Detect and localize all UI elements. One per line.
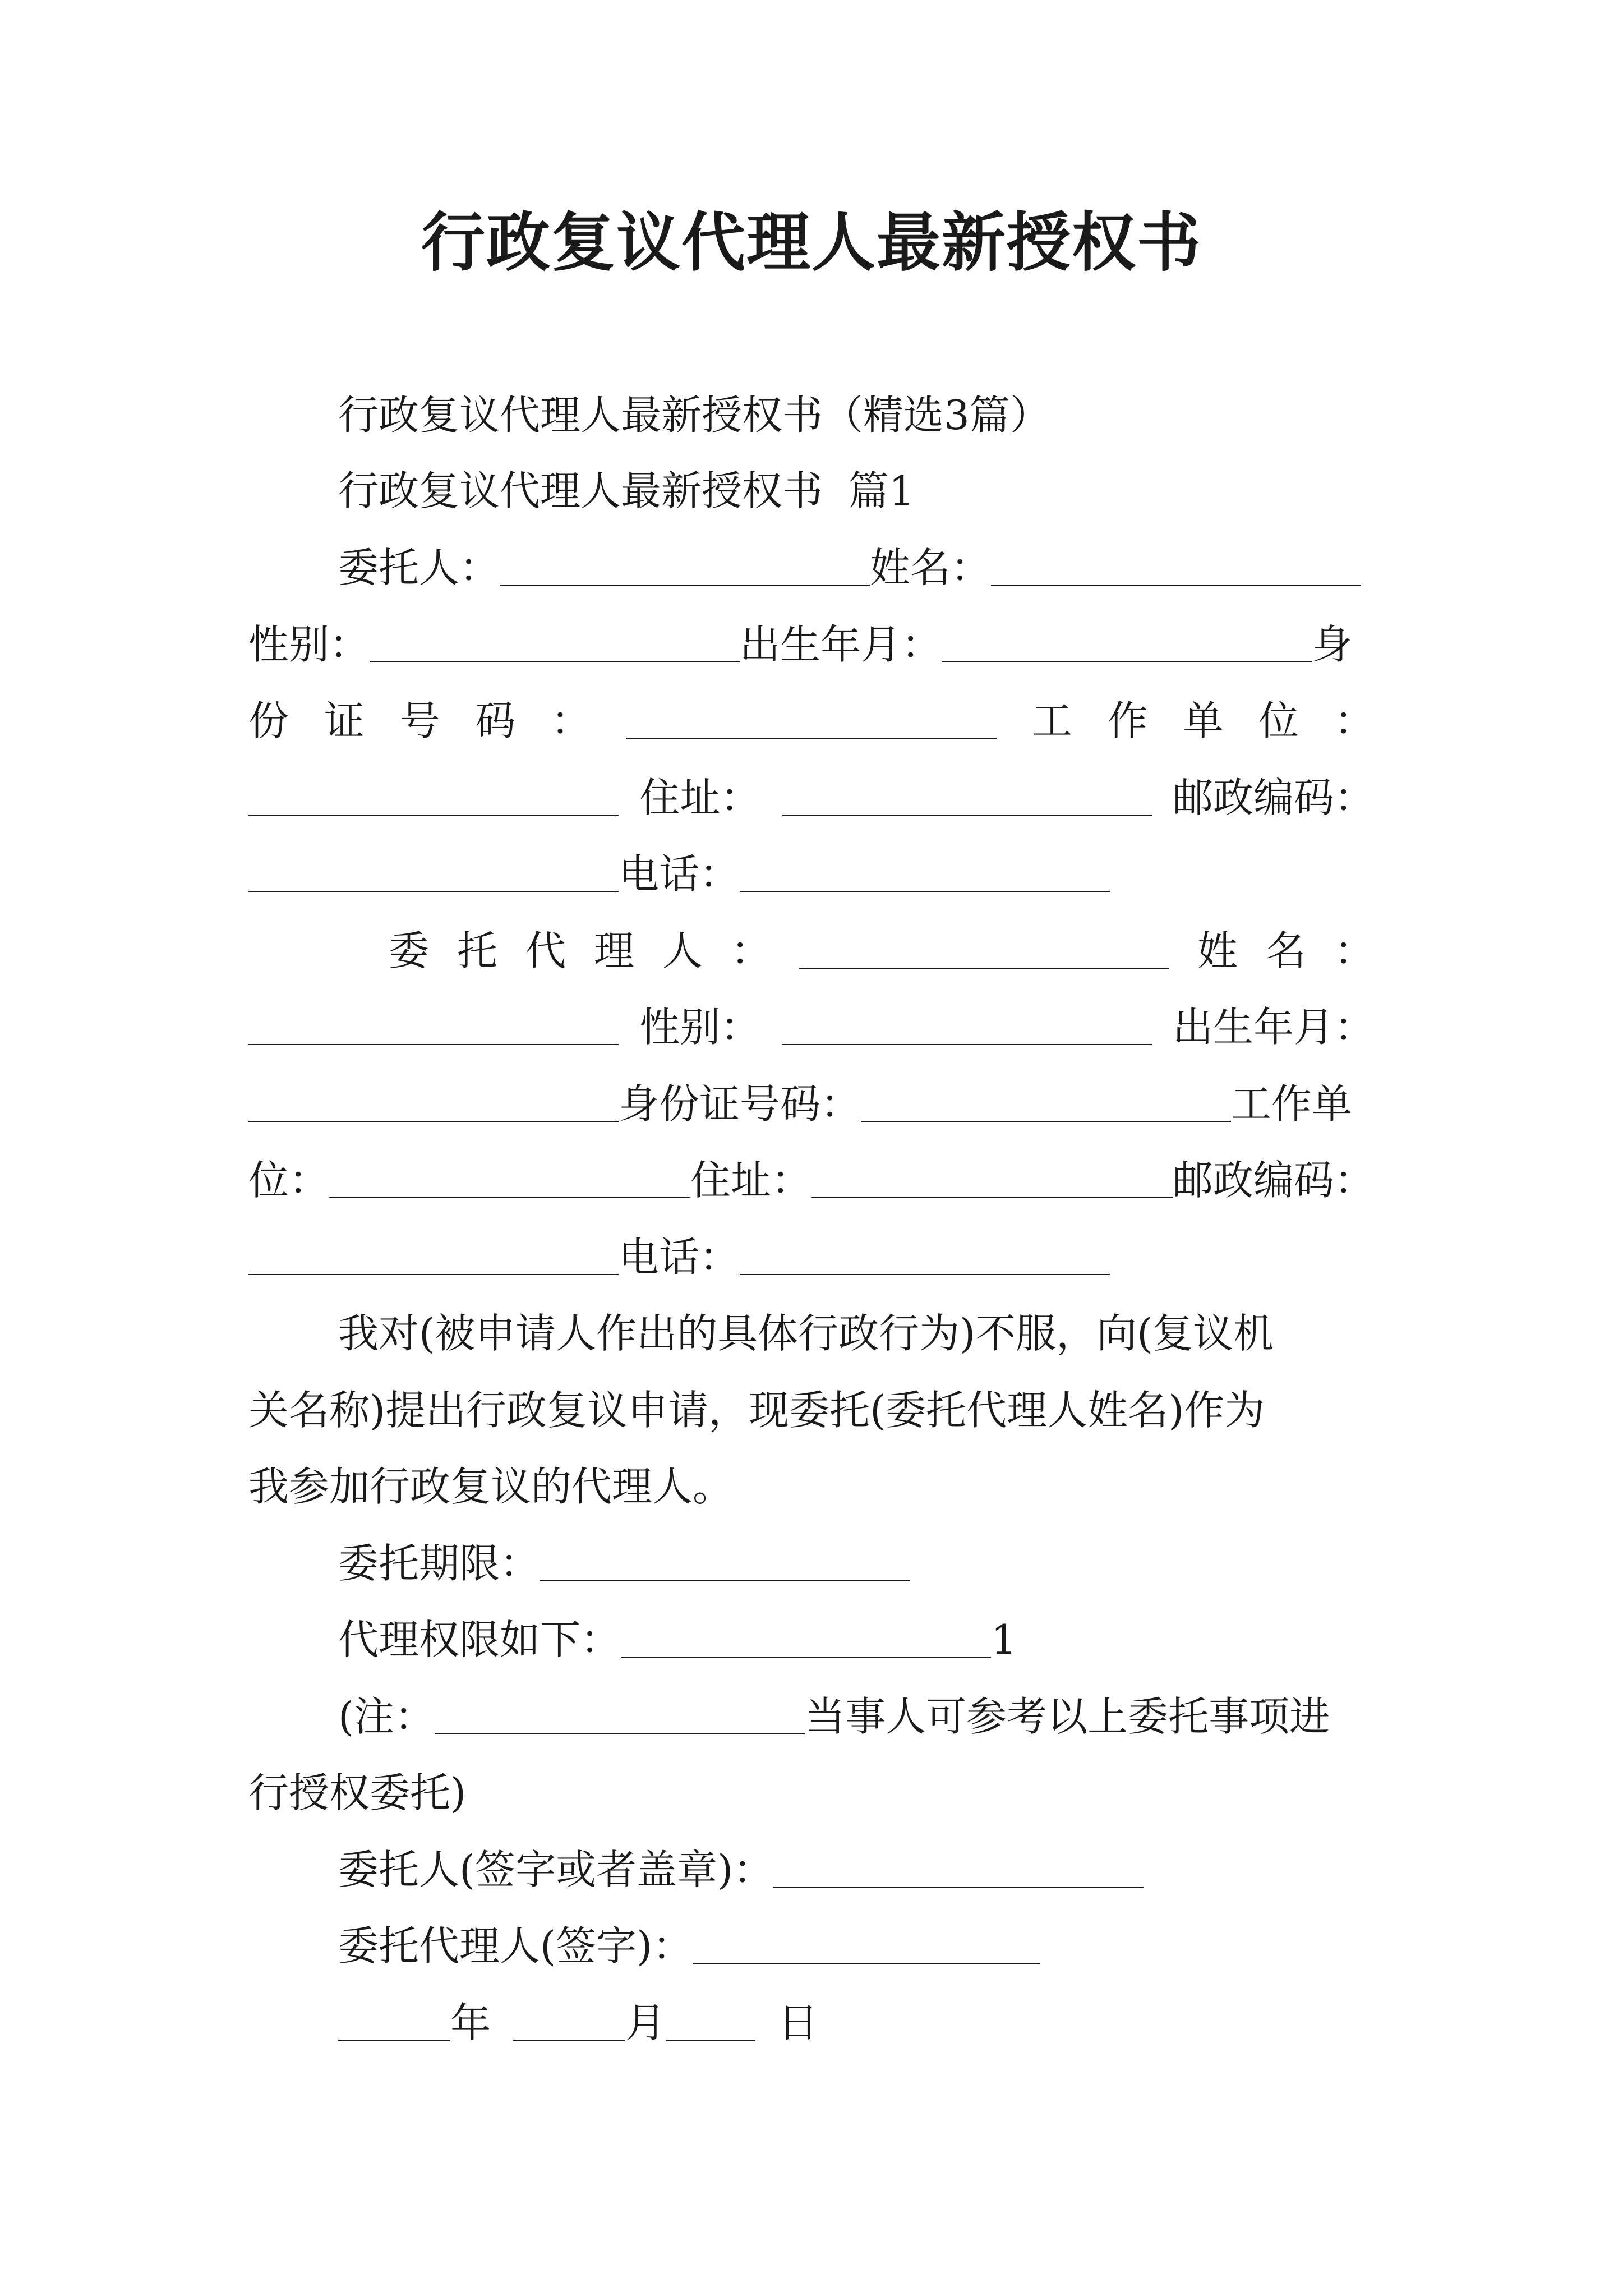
statement-line-3	[248, 1453, 1375, 1520]
principal-sign-line	[248, 1836, 1375, 1903]
principal-address-blank[interactable]	[782, 815, 1152, 816]
agent-gender-label: 性别：	[639, 1004, 761, 1051]
principal-work-label-char: ：	[1334, 697, 1375, 744]
note-line-2	[248, 1759, 1375, 1826]
agent-work-label-start: 工作单	[1231, 1080, 1353, 1128]
note-line-1	[248, 1683, 1375, 1750]
authority-suffix: 1	[991, 1616, 1017, 1663]
agent-line-5	[248, 1223, 1375, 1291]
principal-work-label-char: 作	[1107, 697, 1148, 744]
principal-id-label-start: 身	[1312, 621, 1353, 668]
statement-text: 我参加行政复议的代理人。	[248, 1463, 734, 1510]
agent-name-blank[interactable]	[248, 1044, 619, 1045]
authority-label: 代理权限如下：	[338, 1616, 621, 1663]
note-blank[interactable]	[435, 1733, 805, 1734]
agent-label-char: 理	[594, 927, 635, 974]
principal-id-label-char: 码	[475, 697, 516, 744]
agent-birth-label: 出生年月：	[1172, 1004, 1375, 1051]
agent-blank[interactable]	[799, 968, 1169, 969]
agent-address-label: 住址：	[690, 1157, 811, 1204]
principal-phone-blank[interactable]	[740, 891, 1110, 892]
authority-line	[248, 1606, 1375, 1673]
agent-sign-blank[interactable]	[693, 1963, 1040, 1964]
statement-line-2	[248, 1377, 1375, 1444]
principal-id-label-char: 证	[324, 697, 365, 744]
principal-line-5	[248, 840, 1375, 908]
agent-gender-blank[interactable]	[782, 1044, 1152, 1045]
principal-line-4	[248, 764, 1375, 831]
agent-line-3	[248, 1070, 1375, 1138]
agent-phone-blank[interactable]	[740, 1274, 1110, 1275]
principal-birth-blank[interactable]	[942, 661, 1312, 662]
principal-work-label-char: 单	[1183, 697, 1224, 744]
day-blank[interactable]	[666, 2040, 755, 2041]
subtitle: 行政复议代理人最新授权书（精选3篇）	[338, 392, 1050, 439]
agent-label-char: 人	[662, 927, 703, 974]
agent-name-label-char: 姓	[1197, 927, 1238, 974]
principal-work-label-char: 位	[1258, 697, 1299, 744]
principal-postcode-label: 邮政编码：	[1172, 774, 1375, 821]
authority-blank[interactable]	[621, 1657, 991, 1658]
principal-line-1	[248, 534, 1375, 601]
statement-text: 关名称)提出行政复议申请，现委托(委托代理人姓名)作为	[248, 1387, 1265, 1434]
agent-name-label-char: ：	[1334, 927, 1375, 974]
month-label: 月	[625, 1999, 666, 2046]
principal-sign-blank[interactable]	[773, 1887, 1144, 1888]
principal-id-label-char: ：	[551, 697, 592, 744]
principal-gender-label: 性别：	[248, 621, 370, 668]
term-label: 委托期限：	[338, 1540, 541, 1587]
principal-address-label: 住址：	[639, 774, 761, 821]
principal-work-label-char: 工	[1031, 697, 1072, 744]
agent-line-1	[248, 917, 1375, 984]
principal-line-2	[248, 611, 1375, 678]
agent-postcode-label: 邮政编码：	[1172, 1157, 1375, 1204]
principal-gender-blank[interactable]	[370, 661, 740, 662]
agent-work-label-end: 位：	[248, 1157, 330, 1204]
statement-text: 我对(被申请人作出的具体行政行为)不服，向(复议机	[338, 1310, 1274, 1357]
agent-id-blank[interactable]	[861, 1121, 1231, 1122]
agent-id-label: 身份证号码：	[619, 1080, 861, 1128]
agent-name-label-char: 名	[1265, 927, 1306, 974]
principal-sign-label: 委托人(签字或者盖章)：	[338, 1846, 774, 1893]
agent-line-2	[248, 993, 1375, 1061]
agent-label-char: 托	[457, 927, 498, 974]
agent-birth-blank[interactable]	[248, 1121, 619, 1122]
year-blank[interactable]	[338, 2040, 450, 2041]
statement-line-1	[248, 1300, 1375, 1367]
principal-label: 委托人：	[338, 544, 500, 591]
principal-name-label: 姓名：	[870, 544, 992, 591]
principal-id-label-char: 号	[399, 697, 440, 744]
part-heading: 行政复议代理人最新授权书 篇1	[338, 467, 915, 514]
agent-line-4	[248, 1147, 1375, 1214]
part-heading-line	[248, 457, 1375, 524]
day-label: 日	[778, 1999, 819, 2046]
principal-line-3	[248, 687, 1375, 754]
principal-birth-label: 出生年月：	[740, 621, 942, 668]
agent-postcode-blank[interactable]	[248, 1274, 619, 1275]
agent-label-char: 委	[389, 927, 430, 974]
principal-blank[interactable]	[500, 585, 870, 586]
agent-work-blank[interactable]	[329, 1197, 690, 1198]
principal-id-blank[interactable]	[626, 738, 997, 739]
document-title: 行政复议代理人最新授权书	[421, 205, 1202, 280]
principal-postcode-blank[interactable]	[248, 891, 619, 892]
agent-phone-label: 电话：	[619, 1234, 740, 1281]
agent-sign-label: 委托代理人(签字)：	[338, 1922, 693, 1970]
note-text: 行授权委托)	[248, 1769, 467, 1816]
agent-sign-line	[248, 1912, 1375, 1980]
agent-label-char: ：	[731, 927, 772, 974]
subtitle-line	[248, 381, 1375, 449]
note-prefix: (注：	[338, 1693, 435, 1740]
month-blank[interactable]	[513, 2040, 625, 2041]
principal-phone-label: 电话：	[619, 850, 740, 898]
principal-name-blank[interactable]	[991, 585, 1361, 586]
term-line	[248, 1530, 1375, 1597]
term-blank[interactable]	[540, 1580, 910, 1581]
date-line	[248, 1989, 1375, 2056]
note-text: 当事人可参考以上委托事项进	[805, 1693, 1330, 1740]
year-label: 年	[450, 1999, 491, 2046]
principal-id-label-char: 份	[248, 697, 289, 744]
agent-label-char: 代	[525, 927, 566, 974]
agent-address-blank[interactable]	[811, 1197, 1173, 1198]
principal-work-blank[interactable]	[248, 815, 619, 816]
